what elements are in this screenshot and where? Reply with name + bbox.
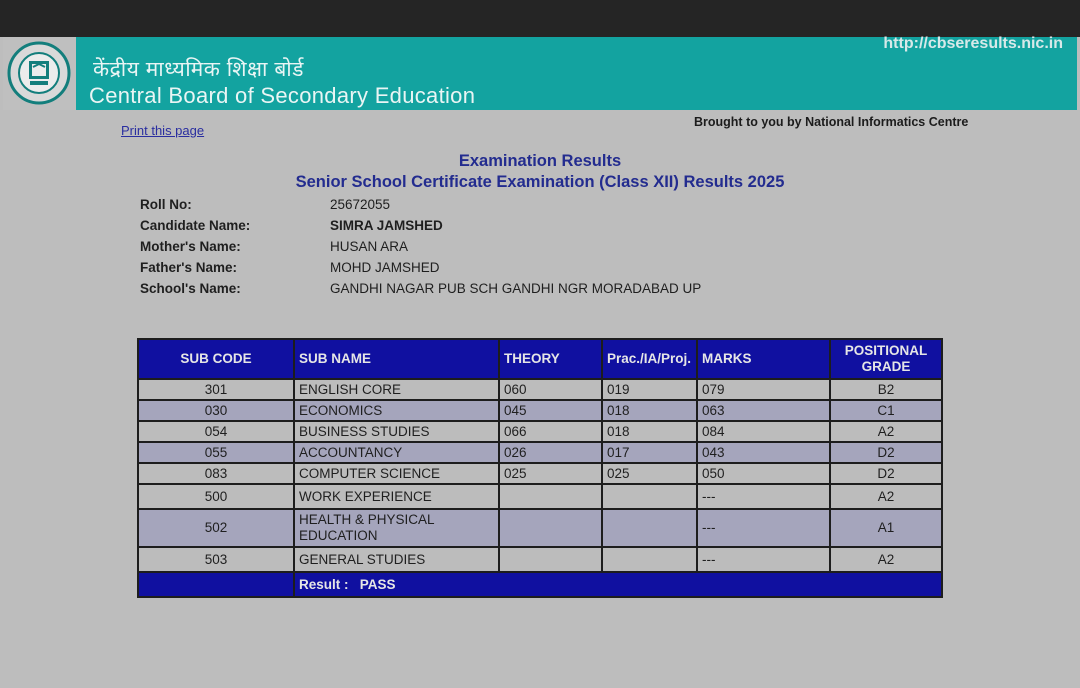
cbse-logo	[3, 37, 76, 110]
theory-cell	[499, 547, 602, 572]
grade-cell: A1	[830, 509, 942, 547]
theory-cell: 066	[499, 421, 602, 442]
school-name-value: GANDHI NAGAR PUB SCH GANDHI NGR MORADABAD UP	[330, 281, 702, 296]
hindi-title: केंद्रीय माध्यमिक शिक्षा बोर्ड	[93, 58, 304, 81]
header-positional-grade: POSITIONAL GRADE	[830, 339, 942, 379]
sub-code-cell: 503	[138, 547, 294, 572]
roll-value: 25672055	[330, 197, 391, 212]
header-marks: MARKS	[697, 339, 830, 379]
marks-cell: ---	[697, 484, 830, 509]
marks-cell: 084	[697, 421, 830, 442]
practical-cell: 017	[602, 442, 697, 463]
header-banner	[3, 37, 1077, 110]
school-name-label: School's Name:	[140, 281, 241, 296]
result-label: Result :	[299, 577, 349, 592]
theory-cell	[499, 509, 602, 547]
table-row	[138, 442, 942, 463]
mother-name-value: HUSAN ARA	[330, 239, 409, 254]
table-row	[138, 463, 942, 484]
table-row	[138, 421, 942, 442]
theory-cell	[499, 484, 602, 509]
marks-cell: 043	[697, 442, 830, 463]
practical-cell: 018	[602, 421, 697, 442]
table-row	[138, 400, 942, 421]
marks-cell: ---	[697, 509, 830, 547]
grade-cell: C1	[830, 400, 942, 421]
sub-code-cell: 502	[138, 509, 294, 547]
sub-name-cell: WORK EXPERIENCE	[294, 484, 499, 509]
theory-cell: 060	[499, 379, 602, 400]
grade-cell: D2	[830, 463, 942, 484]
practical-cell	[602, 547, 697, 572]
practical-cell: 018	[602, 400, 697, 421]
english-title: Central Board of Secondary Education	[89, 83, 476, 108]
results-title: Examination Results	[458, 152, 622, 170]
candidate-name-value: SIMRA JAMSHED	[330, 218, 443, 233]
table-row	[138, 484, 942, 509]
grade-cell: B2	[830, 379, 942, 400]
marks-cell: 050	[697, 463, 830, 484]
sub-name-cell: ENGLISH CORE	[294, 379, 499, 400]
father-name-label: Father's Name:	[140, 260, 237, 275]
mother-name-label: Mother's Name:	[140, 239, 241, 254]
sub-code-cell: 054	[138, 421, 294, 442]
sub-name-cell: GENERAL STUDIES	[294, 547, 499, 572]
grade-cell: A2	[830, 484, 942, 509]
sub-name-cell: COMPUTER SCIENCE	[294, 463, 499, 484]
marks-cell: 063	[697, 400, 830, 421]
header-practical: Prac./IA/Proj.	[602, 339, 697, 379]
sub-code-cell: 030	[138, 400, 294, 421]
marks-cell: 079	[697, 379, 830, 400]
browser-top-bar	[0, 0, 1080, 37]
sub-name-cell: ECONOMICS	[294, 400, 499, 421]
cbse-emblem-icon	[3, 37, 76, 110]
header-sub-name: SUB NAME	[294, 339, 499, 379]
grade-cell: D2	[830, 442, 942, 463]
sub-code-cell: 500	[138, 484, 294, 509]
header-sub-code: SUB CODE	[138, 339, 294, 379]
sub-code-cell: 055	[138, 442, 294, 463]
practical-cell	[602, 509, 697, 547]
nic-credit: Brought to you by National Informatics Centre	[694, 115, 969, 129]
theory-cell: 045	[499, 400, 602, 421]
theory-cell: 025	[499, 463, 602, 484]
result-row	[138, 572, 942, 597]
site-url: http://cbseresults.nic.in	[883, 35, 1063, 52]
sub-name-cell: BUSINESS STUDIES	[294, 421, 499, 442]
sub-name-cell: HEALTH & PHYSICAL EDUCATION	[294, 509, 499, 547]
practical-cell: 025	[602, 463, 697, 484]
sub-name-cell: ACCOUNTANCY	[294, 442, 499, 463]
table-header-row	[138, 339, 942, 379]
result-cell	[294, 572, 942, 597]
practical-cell: 019	[602, 379, 697, 400]
practical-cell	[602, 484, 697, 509]
table-row	[138, 379, 942, 400]
table-row	[138, 547, 942, 572]
roll-label: Roll No:	[140, 197, 192, 212]
grade-cell: A2	[830, 421, 942, 442]
exam-title: Senior School Certificate Examination (Class XII) Results 2025	[295, 173, 785, 191]
sub-code-cell: 083	[138, 463, 294, 484]
father-name-value: MOHD JAMSHED	[330, 260, 440, 275]
header-theory: THEORY	[499, 339, 602, 379]
print-page-link[interactable]: Print this page	[121, 123, 205, 138]
marks-cell: ---	[697, 547, 830, 572]
marks-table	[137, 338, 943, 598]
sub-code-cell: 301	[138, 379, 294, 400]
grade-cell: A2	[830, 547, 942, 572]
theory-cell: 026	[499, 442, 602, 463]
result-empty-cell	[138, 572, 294, 597]
candidate-name-label: Candidate Name:	[140, 218, 251, 233]
result-value: PASS	[359, 577, 396, 592]
table-row	[138, 509, 942, 547]
